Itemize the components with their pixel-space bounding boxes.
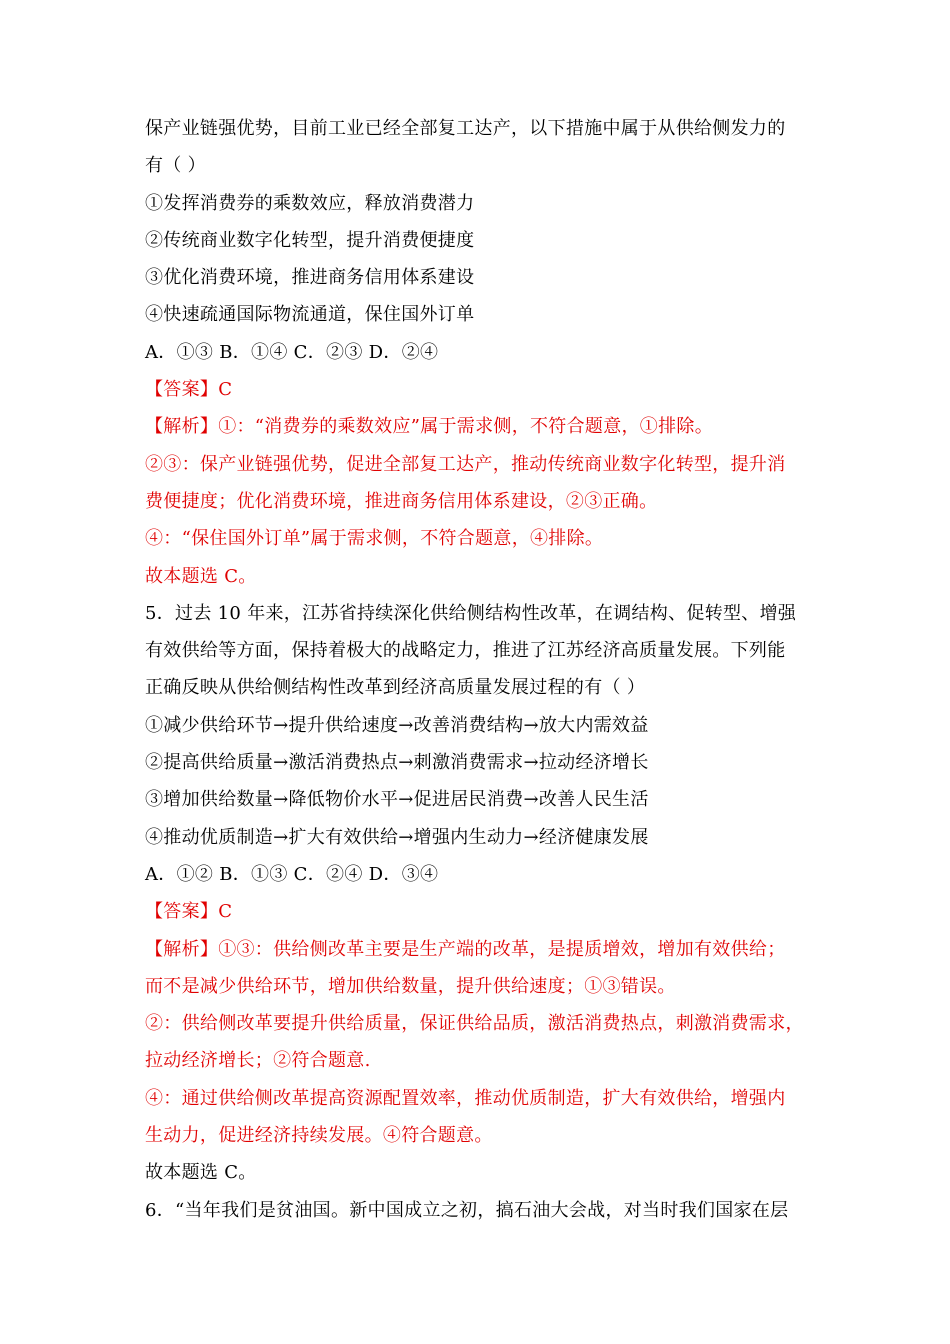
answer-text-line: 生动力，促进经济持续发展。④符合题意。 bbox=[145, 1125, 493, 1147]
answer-text-line: 而不是减少供给环节，增加供给数量，提升供给速度；①③错误。 bbox=[145, 975, 676, 997]
answer-text-line: ④：“保住国外订单”属于需求侧，不符合题意，④排除。 bbox=[145, 528, 604, 550]
answer-text-line: 【解析】①：“消费券的乘数效应”属于需求侧，不符合题意，①排除。 bbox=[145, 416, 714, 438]
question-text-line: ②传统商业数字化转型，提升消费便捷度 bbox=[145, 229, 475, 251]
answer-text-line: 【答案】C bbox=[145, 379, 233, 401]
document-body bbox=[145, 110, 815, 1229]
question-text-line: ③优化消费环境，推进商务信用体系建设 bbox=[145, 267, 475, 289]
question-text-line: 有（ ） bbox=[145, 155, 206, 177]
question-text-line: 5．过去 10 年来，江苏省持续深化供给侧结构性改革，在调结构、促转型、增强 bbox=[145, 602, 797, 624]
question-text-line: ①减少供给环节→提升供给速度→改善消费结构→放大内需效益 bbox=[145, 714, 649, 736]
answer-text-line: ④：通过供给侧改革提高资源配置效率，推动优质制造，扩大有效供给，增强内 bbox=[145, 1087, 786, 1109]
answer-text-line: 故本题选 C。 bbox=[145, 565, 257, 587]
question-text-line: A．①② B．①③ C．②④ D．③④ bbox=[145, 863, 439, 885]
question-text-line: ②提高供给质量→激活消费热点→刺激消费需求→拉动经济增长 bbox=[145, 752, 649, 774]
question-text-line: ④快速疏通国际物流通道，保住国外订单 bbox=[145, 304, 475, 326]
question-text-line: 6．“当年我们是贫油国。新中国成立之初，搞石油大会战，对当时我们国家在层 bbox=[145, 1199, 789, 1221]
question-text-line: A．①③ B．①④ C．②③ D．②④ bbox=[145, 341, 439, 363]
answer-text-line: ②：供给侧改革要提升供给质量，保证供给品质，激活消费热点，刺激消费需求， bbox=[145, 1013, 804, 1035]
question-text-line: 正确反映从供给侧结构性改革到经济高质量发展过程的有（ ） bbox=[145, 677, 646, 699]
answer-text-line: 【解析】①③：供给侧改革主要是生产端的改革，是提质增效，增加有效供给； bbox=[145, 938, 786, 960]
answer-text-line: 拉动经济增长；②符合题意. bbox=[145, 1050, 371, 1072]
answer-text-line: ②③：保产业链强优势，促进全部复工达产，推动传统商业数字化转型，提升消 bbox=[145, 453, 786, 475]
question-text-line: ①发挥消费券的乘数效应，释放消费潜力 bbox=[145, 192, 475, 214]
question-text-line: 保产业链强优势，目前工业已经全部复工达产，以下措施中属于从供给侧发力的 bbox=[145, 118, 786, 139]
question-text-line: 故本题选 C。 bbox=[145, 1162, 257, 1184]
question-text-line: ③增加供给数量→降低物价水平→促进居民消费→改善人民生活 bbox=[145, 789, 649, 811]
answer-text-line: 费便捷度；优化消费环境，推进商务信用体系建设，②③正确。 bbox=[145, 490, 658, 512]
question-text-line: ④推动优质制造→扩大有效供给→增强内生动力→经济健康发展 bbox=[145, 826, 649, 848]
answer-text-line: 【答案】C bbox=[145, 901, 233, 923]
question-text-line: 有效供给等方面，保持着极大的战略定力，推进了江苏经济高质量发展。下列能 bbox=[145, 640, 786, 662]
